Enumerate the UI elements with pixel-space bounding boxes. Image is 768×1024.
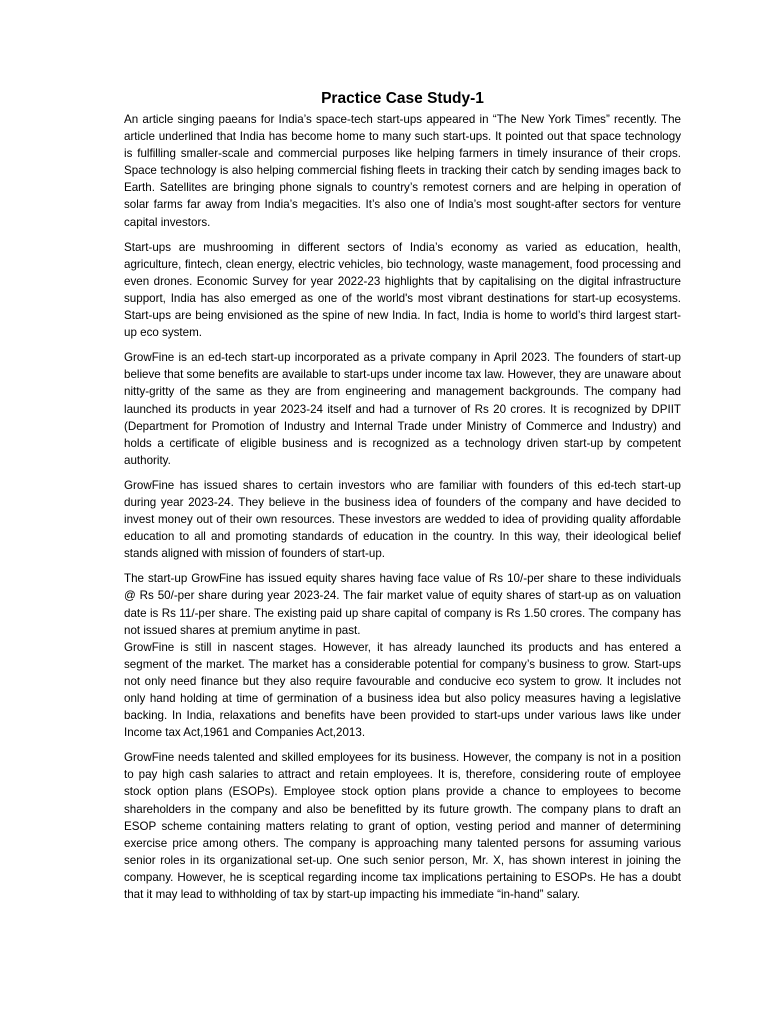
paragraph-growfine-intro: GrowFine is an ed-tech start-up incorporated as a private company in April 2023. The founders of start-up believe that some benefits are available to start-ups under income tax law. However, they are unaware about nitty-gritty of the same as they are from engineering and management backgrounds. The company had launched its products in year 2023-24 itself and had a turnover of Rs 20 crores. It is recognized by DPIIT (Department for Promotion of Industry and Internal Trade under Ministry of Commerce and Industry) and holds a certificate of eligible business and is recognized as a technology driven start-up by competent authority. <box>124 351 681 467</box>
paragraph-share-issue: The start-up GrowFine has issued equity shares having face value of Rs 10/-per share to these individuals @ Rs 50/-per share during year 2023-24. The fair market value of equity shares of start-up as on valuation date is Rs 11/-per share. The existing paid up share capital of company is Rs 1.50 crores. The company has not issued shares at premium anytime in past. <box>124 572 681 637</box>
paragraph-space-tech: An article singing paeans for India’s space-tech start-ups appeared in “The New York Times” recently. The article underlined that India has become home to many such start-ups. It pointed out that space technology is fulfilling smaller-scale and commercial purposes like helping farmers in timely insurance of their crops. Space technology is also helping commercial fishing fleets in tracking their catch by sending images back to Earth. Satellites are bringing phone signals to country’s remotest corners and are helping in operation of solar farms far away from India’s megacities. It’s also one of India’s most sought-after sectors for venture capital investors. <box>124 113 681 229</box>
document-page <box>124 88 681 911</box>
page-title: Practice Case Study-1 <box>321 90 484 107</box>
paragraph-investors: GrowFine has issued shares to certain investors who are familiar with founders of this ed-tech start-up during year 2023-24. They believe in the business idea of founders of the company and have decided to invest money out of their own resources. These investors are wedded to idea of providing quality affordable education to all and promoting standards of education in the country. In this way, their ideological belief stands aligned with mission of founders of start-up. <box>124 478 681 561</box>
paragraph-startup-sectors: Start-ups are mushrooming in different sectors of India’s economy as varied as education, health, agriculture, fintech, clean energy, electric vehicles, bio technology, waste management, food processing and even drones. Economic Survey for year 2022-23 highlights that by capitalising on the digital infrastructure support, India has also emerged as one of the world's most vibrant destinations for start-up ecosystems. Start-ups are being envisioned as the spine of new India. In fact, India is home to world’s third largest start-up eco system. <box>124 240 681 340</box>
paragraph-nascent-stage: GrowFine is still in nascent stages. However, it has already launched its products and has entered a segment of the market. The market has a considerable potential for company’s business to grow. Start-ups not only need finance but they also require favourable and conducive eco system to grow. It includes not only hand holding at time of germination of a business idea but also policy measures having a legislative backing. In India, relaxations and benefits have been provided to start-ups under various laws like under Income tax Act,1961 and Companies Act,2013. <box>124 640 681 740</box>
paragraph-esop: GrowFine needs talented and skilled employees for its business. However, the company is not in a position to pay high cash salaries to attract and retain employees. It is, therefore, considering route of employee stock option plans (ESOPs). Employee stock option plans provide a chance to employees to become shareholders in the company and also be benefitted by its future growth. The company plans to draft an ESOP scheme containing matters relating to grant of option, vesting period and manner of determining exercise price among others. The company is approaching many talented persons for assuming various senior roles in its organizational set-up. One such senior person, Mr. X, has shown interest in joining the company. However, he is sceptical regarding income tax implications pertaining to ESOPs. He has a doubt that it may lead to withholding of tax by start-up impacting his immediate “in-hand” salary. <box>124 751 681 902</box>
